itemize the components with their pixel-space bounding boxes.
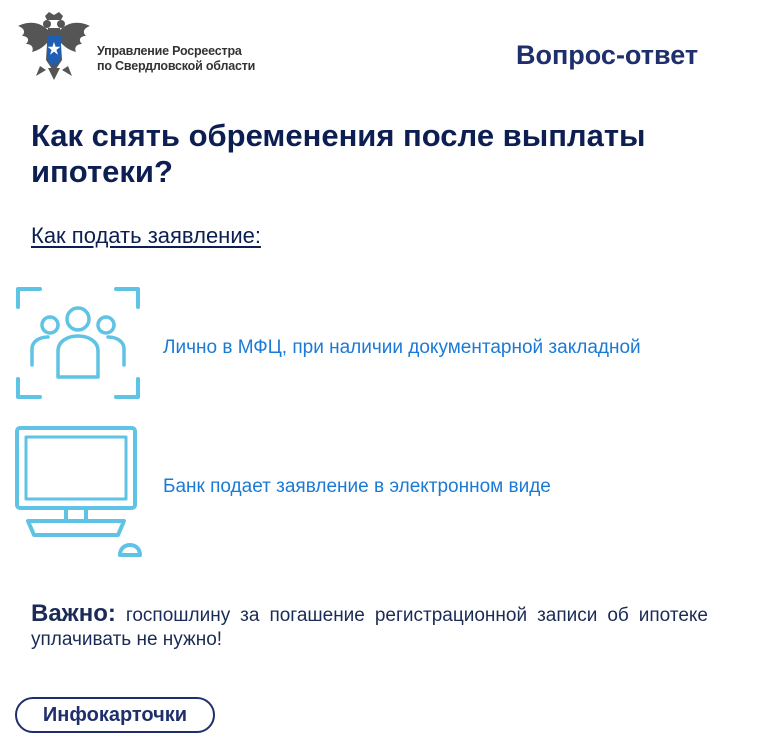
method-bank: Банк подает заявление в электронном виде [163,476,551,497]
org-name-line2: по Свердловской области [97,59,256,73]
org-name [97,44,255,74]
org-name-line1: Управление Росреестра [97,44,242,58]
eagle-emblem-icon [14,10,94,90]
question-title: Как снять обременения после выплаты ипотеки? [31,118,646,189]
important-note [31,602,708,652]
section-title: Вопрос-ответ [516,40,699,70]
infocards-button[interactable] [15,697,215,733]
note-text: госпошлину за погашение регистрационной записи об ипотеке уплачивать не нужно! [31,605,708,650]
method-in-person: Лично в МФЦ, при наличии документарной закладной [163,337,641,358]
infocards-button-label: Инфокарточки [42,703,188,726]
monitor-icon [14,425,142,561]
note-label: Важно: [31,600,116,627]
how-to-label: Как подать заявление: [31,223,261,248]
people-icon [14,285,142,401]
